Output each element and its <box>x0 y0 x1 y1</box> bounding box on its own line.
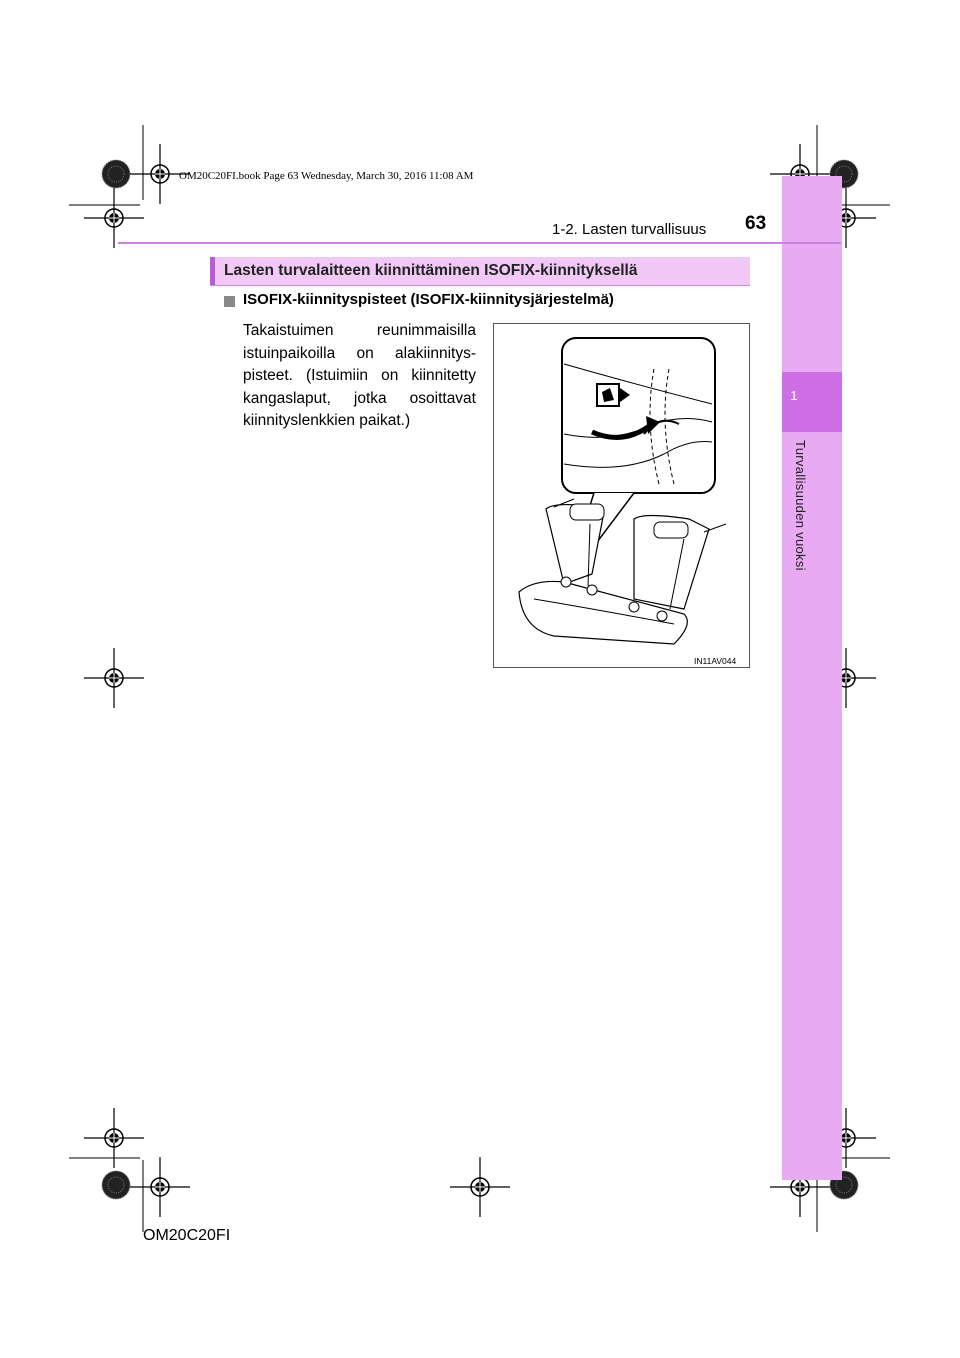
chapter-number: 1 <box>790 388 798 403</box>
chapter-title: 1-2. Lasten turvallisuus <box>552 221 707 238</box>
chapter-side-tab <box>782 176 842 1180</box>
bullet-square-icon <box>224 296 235 307</box>
section-title-rule <box>210 285 750 286</box>
page-number: 63 <box>745 213 767 234</box>
section-title: Lasten turvalaitteen kiinnittäminen ISOFIX-kiinnityksellä <box>224 262 638 279</box>
header-rule <box>118 242 841 244</box>
book-info: OM20C20FI.book Page 63 Wednesday, March 30, 2016 11:08 AM <box>179 170 474 182</box>
isofix-seat-drawing <box>494 324 749 667</box>
subheading: ISOFIX-kiinnityspisteet (ISOFIX-kiinnitysjärjestelmä) <box>243 291 614 308</box>
seat-illustration <box>493 323 750 668</box>
body-paragraph: Takaistuimen reunimmaisilla istuinpaikoilla on alakiinnitys-pisteet. (Istuimiin on kiinnitetty kangaslaput, jotka osoittavat kiinnityslenkkien paikat.) <box>243 322 476 429</box>
chapter-side-label: Turvallisuuden vuoksi <box>793 440 808 571</box>
footer-model-code: OM20C20FI <box>143 1227 231 1244</box>
figure-code: IN11AV044 <box>694 656 737 666</box>
